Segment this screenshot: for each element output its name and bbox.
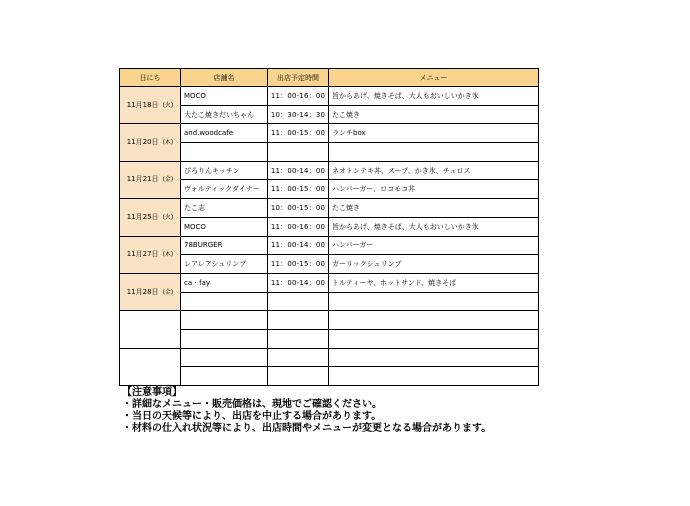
- date-cell: [120, 87, 181, 124]
- table-row: [120, 255, 539, 274]
- table-row-empty: [120, 311, 539, 330]
- menu-cell: [329, 143, 539, 162]
- time-cell: 11：00-15：00: [268, 124, 329, 143]
- date-cell-empty: [120, 348, 181, 385]
- shop-cell: MOCO: [181, 217, 268, 236]
- time-cell: 10：00-15：00: [268, 199, 329, 218]
- notes-line: ・詳細なメニュー・販売価格は、現地でご確認ください。: [122, 399, 382, 410]
- header-time: 出店予定時間: [268, 69, 329, 87]
- time-cell: 10：30-14：30: [268, 105, 329, 124]
- table-row-empty: [120, 367, 539, 386]
- shop-cell: レアレアシュリンプ: [181, 255, 268, 274]
- header-row: [120, 69, 539, 87]
- menu-cell: たこ焼き: [329, 105, 539, 124]
- notes-line: ・材料の仕入れ状況等により、出店時間やメニューが変更となる場合があります。: [122, 423, 492, 434]
- table-row: [120, 87, 539, 106]
- menu-cell: 旨からあげ、焼きそば、大人もおいしいかき氷: [329, 217, 539, 236]
- menu-cell: ランチbox: [329, 124, 539, 143]
- menu-cell: ハンバーガー、ロコモコ丼: [329, 180, 539, 199]
- header-shop: 店舗名: [181, 69, 268, 87]
- time-cell-empty: [268, 329, 329, 348]
- table-row: [120, 217, 539, 236]
- date-text: 11月20日: [126, 138, 159, 147]
- date-text: 11月28日: [126, 287, 159, 296]
- date-cell: [120, 199, 181, 236]
- weekday-text: (金): [162, 176, 174, 184]
- shop-cell: ヴォルティックダイナー: [181, 180, 268, 199]
- time-cell: [268, 143, 329, 162]
- shop-cell-empty: [181, 329, 268, 348]
- table-row: [120, 292, 539, 311]
- weekday-text: (金): [162, 288, 174, 296]
- time-cell: 11：00-14：00: [268, 273, 329, 292]
- table-row: [120, 124, 539, 143]
- shop-cell: [181, 143, 268, 162]
- schedule-table: [119, 68, 539, 386]
- header-date: 日にち: [120, 69, 181, 87]
- table-row: [120, 105, 539, 124]
- date-cell: [120, 273, 181, 310]
- menu-cell: ガーリックシュリンプ: [329, 255, 539, 274]
- weekday-text: (木): [162, 251, 174, 259]
- menu-cell: トルティーヤ、ホットサンド、焼きそば: [329, 273, 539, 292]
- shop-cell: 78BURGER: [181, 236, 268, 255]
- table-row-empty: [120, 348, 539, 367]
- shop-cell: ca・fay: [181, 273, 268, 292]
- header-menu: メニュー: [329, 69, 539, 87]
- menu-cell: 旨からあげ、焼きそば、大人もおいしいかき氷: [329, 87, 539, 106]
- shop-cell-empty: [181, 348, 268, 367]
- menu-cell-empty: [329, 367, 539, 386]
- date-cell: [120, 236, 181, 273]
- shop-cell: ぴろりんキッチン: [181, 161, 268, 180]
- time-cell: 11：00-14：00: [268, 236, 329, 255]
- date-cell: [120, 161, 181, 198]
- time-cell-empty: [268, 311, 329, 330]
- menu-cell: ハンバーガー: [329, 236, 539, 255]
- notes-title: 【注意事項】: [122, 387, 182, 398]
- menu-cell-empty: [329, 311, 539, 330]
- menu-cell: ネオトンテキ丼、スープ、かき氷、チュロス: [329, 161, 539, 180]
- menu-cell-empty: [329, 348, 539, 367]
- time-cell-empty: [268, 367, 329, 386]
- time-cell: 11：00-14：00: [268, 161, 329, 180]
- shop-cell: たこ志: [181, 199, 268, 218]
- shop-cell: MOCO: [181, 87, 268, 106]
- menu-cell-empty: [329, 329, 539, 348]
- time-cell-empty: [268, 348, 329, 367]
- date-text: 11月21日: [126, 175, 159, 184]
- date-text: 11月18日: [126, 100, 159, 109]
- shop-cell: [181, 292, 268, 311]
- time-cell: 11：00-15：00: [268, 180, 329, 199]
- table-row: [120, 161, 539, 180]
- notes-line: ・当日の天候等により、出店を中止する場合があります。: [122, 411, 382, 422]
- date-cell: [120, 124, 181, 161]
- menu-cell: たこ焼き: [329, 199, 539, 218]
- date-cell-empty: [120, 311, 181, 348]
- weekday-text: (木): [162, 139, 174, 147]
- table-row: [120, 273, 539, 292]
- table-row: [120, 199, 539, 218]
- time-cell: 11：00-16：00: [268, 87, 329, 106]
- weekday-text: (火): [162, 213, 174, 221]
- table-row: [120, 236, 539, 255]
- time-cell: 11：00-16：00: [268, 217, 329, 236]
- shop-cell-empty: [181, 367, 268, 386]
- table-row: [120, 180, 539, 199]
- time-cell: [268, 292, 329, 311]
- notes-section: [122, 387, 491, 435]
- shop-cell: and.woodcafe: [181, 124, 268, 143]
- date-text: 11月25日: [126, 212, 159, 221]
- weekday-text: (火): [162, 101, 174, 109]
- time-cell: 11：00-15：00: [268, 255, 329, 274]
- date-text: 11月27日: [126, 250, 159, 259]
- table-row-empty: [120, 329, 539, 348]
- menu-cell: [329, 292, 539, 311]
- table-row: [120, 143, 539, 162]
- shop-cell-empty: [181, 311, 268, 330]
- shop-cell: 大たこ焼きだいちゃん: [181, 105, 268, 124]
